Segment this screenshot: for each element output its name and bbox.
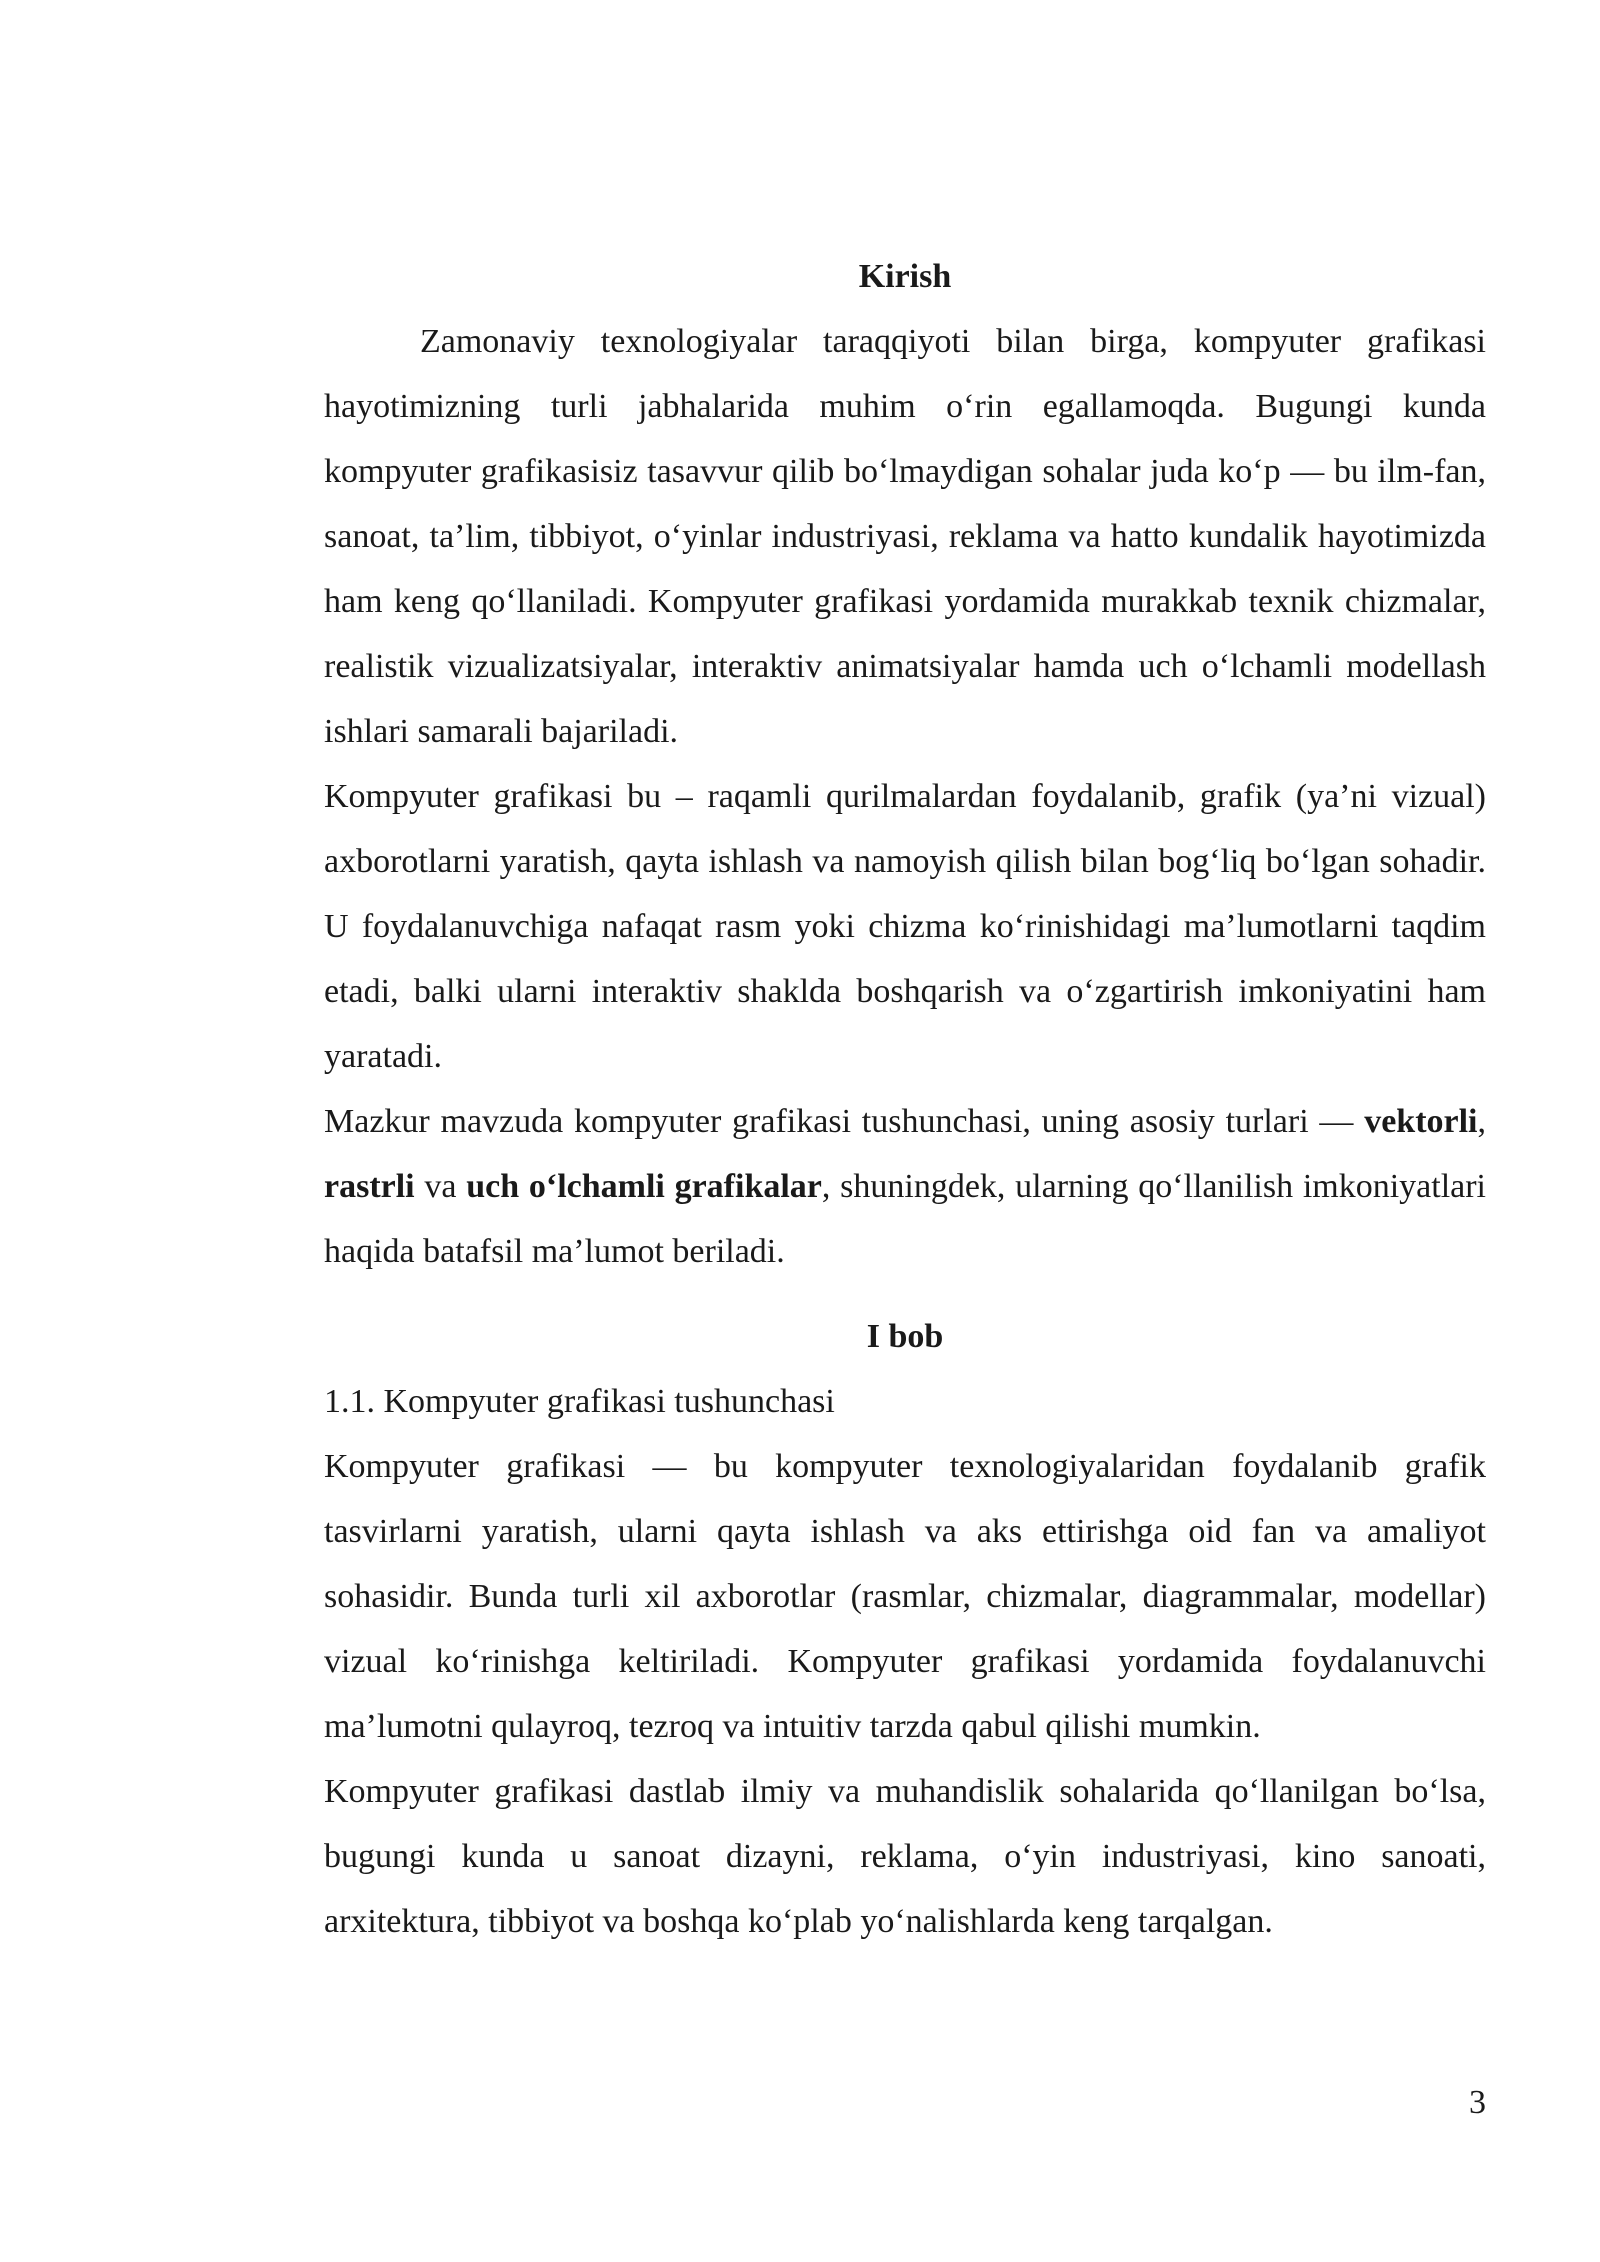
term-rastrli: rastrli bbox=[324, 1168, 415, 1205]
intro-paragraph-1: Zamonaviy texnologiyalar taraqqiyoti bilan birga, kompyuter grafikasi hayotimizning turli jabhalarida muhim o‘rin egallamoqda. Bugungi kunda kompyuter grafikasisiz tasavvur qilib bo‘lmaydigan sohalar juda ko‘p — bu ilm-fan, sanoat, ta’lim, tibbiyot, o‘yinlar industriyasi, reklama va hatto kundalik hayotimizda ham keng qo‘llaniladi. Kompyuter grafikasi yordamida murakkab texnik chizmalar, realistik vizualizatsiyalar, interaktiv animatsiyalar hamda uch o‘lchamli modellash ishlari samarali bajariladi. bbox=[324, 323, 1486, 750]
chapter-heading: I bob bbox=[866, 1318, 944, 1355]
intro-paragraph-3-lead: Mazkur mavzuda kompyuter grafikasi tushunchasi, uning asosiy turlari — bbox=[324, 1103, 1365, 1140]
section-title: 1.1. Kompyuter grafikasi tushunchasi bbox=[324, 1383, 835, 1420]
page-content bbox=[324, 244, 1486, 1954]
page-number: 3 bbox=[1469, 2084, 1486, 2121]
intro-heading: Kirish bbox=[858, 258, 952, 295]
intro-paragraph-2: Kompyuter grafikasi bu – raqamli qurilmalardan foydalanib, grafik (ya’ni vizual) axborotlarni yaratish, qayta ishlash va namoyish qilish bilan bog‘liq bo‘lgan sohadir. U foydalanuvchiga nafaqat rasm yoki chizma ko‘rinishidagi ma’lumotlarni taqdim etadi, balki ularni interaktiv shaklda boshqarish va o‘zgartirish imkoniyatini ham yaratadi. bbox=[324, 778, 1486, 1075]
chapter-paragraph-1: Kompyuter grafikasi — bu kompyuter texnologiyalaridan foydalanib grafik tasvirlarni yaratish, ularni qayta ishlash va aks ettirishga oid fan va amaliyot sohasidir. Bunda turli xil axborotlar (rasmlar, chizmalar, diagrammalar, modellar) vizual ko‘rinishga keltiriladi. Kompyuter grafikasi yordamida foydalanuvchi ma’lumotni qulayroq, tezroq va intuitiv tarzda qabul qilishi mumkin. bbox=[324, 1448, 1486, 1745]
intro-paragraph-3-sep2: va bbox=[414, 1168, 467, 1205]
term-uch-olchamli: uch o‘lchamli grafikalar bbox=[466, 1168, 822, 1205]
intro-paragraph-3 bbox=[324, 1089, 1486, 1284]
chapter-paragraph-2: Kompyuter grafikasi dastlab ilmiy va muhandislik sohalarida qo‘llanilgan bo‘lsa, bugungi kunda u sanoat dizayni, reklama, o‘yin industriyasi, kino sanoati, arxitektura, tibbiyot va boshqa ko‘plab yo‘nalishlarda keng tarqalgan. bbox=[324, 1773, 1486, 1940]
intro-paragraph-3-tail: , shuningdek, ularning qo‘llanilish imkoniyatlari haqida batafsil ma’lumot beriladi. bbox=[324, 1168, 1486, 1270]
term-vektorli: vektorli bbox=[1364, 1103, 1478, 1140]
intro-paragraph-3-sep1: , bbox=[1477, 1103, 1486, 1140]
section-gap bbox=[324, 1284, 1486, 1304]
